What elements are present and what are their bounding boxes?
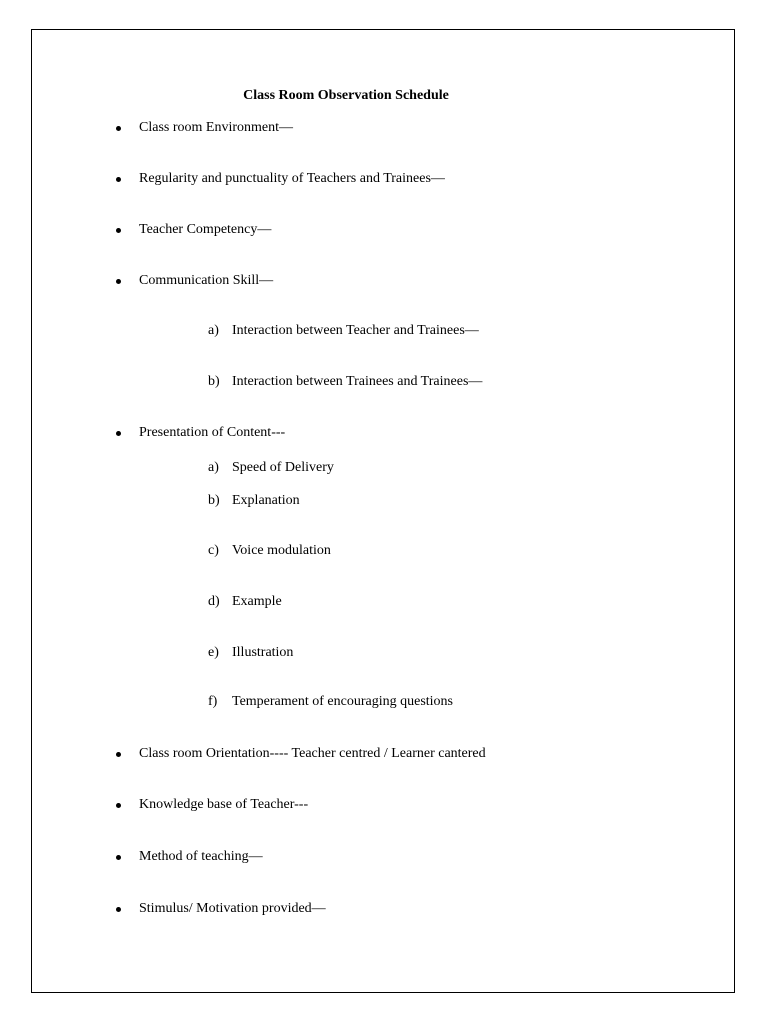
bullet-item-stimulus: Stimulus/ Motivation provided—: [139, 901, 326, 916]
sub-item-trainee-trainee-interaction: Interaction between Trainees and Trainees—: [232, 374, 483, 389]
sub-item-illustration: Illustration: [232, 645, 294, 660]
sub-item-marker: c): [208, 543, 219, 558]
bullet-item-knowledge: Knowledge base of Teacher---: [139, 797, 309, 812]
sub-item-teacher-trainee-interaction: Interaction between Teacher and Trainees—: [232, 323, 479, 338]
bullet-item-presentation: Presentation of Content---: [139, 425, 286, 440]
sub-item-marker: b): [208, 374, 220, 389]
bullet-marker: [116, 228, 121, 233]
bullet-marker: [116, 803, 121, 808]
bullet-item-competency: Teacher Competency—: [139, 222, 272, 237]
bullet-marker: [116, 752, 121, 757]
sub-item-marker: a): [208, 323, 219, 338]
sub-item-voice: Voice modulation: [232, 543, 331, 558]
bullet-item-regularity: Regularity and punctuality of Teachers and Trainees—: [139, 171, 445, 186]
sub-item-speed: Speed of Delivery: [232, 460, 334, 475]
bullet-item-communication: Communication Skill—: [139, 273, 274, 288]
sub-item-marker: d): [208, 594, 220, 609]
sub-item-explanation: Explanation: [232, 493, 300, 508]
sub-item-temperament: Temperament of encouraging questions: [232, 694, 454, 709]
bullet-marker: [116, 855, 121, 860]
bullet-marker: [116, 126, 121, 131]
bullet-item-orientation: Class room Orientation---- Teacher centred / Learner cantered: [139, 746, 486, 761]
bullet-marker: [116, 907, 121, 912]
bullet-marker: [116, 431, 121, 436]
bullet-item-method: Method of teaching—: [139, 849, 263, 864]
sub-item-marker: a): [208, 460, 219, 475]
sub-item-marker: e): [208, 645, 219, 660]
bullet-marker: [116, 279, 121, 284]
sub-item-marker: f): [208, 694, 218, 709]
bullet-item-environment: Class room Environment—: [139, 120, 293, 135]
sub-item-marker: b): [208, 493, 220, 508]
sub-item-example: Example: [232, 594, 282, 609]
bullet-marker: [116, 177, 121, 182]
document-title: Class Room Observation Schedule: [243, 88, 449, 103]
